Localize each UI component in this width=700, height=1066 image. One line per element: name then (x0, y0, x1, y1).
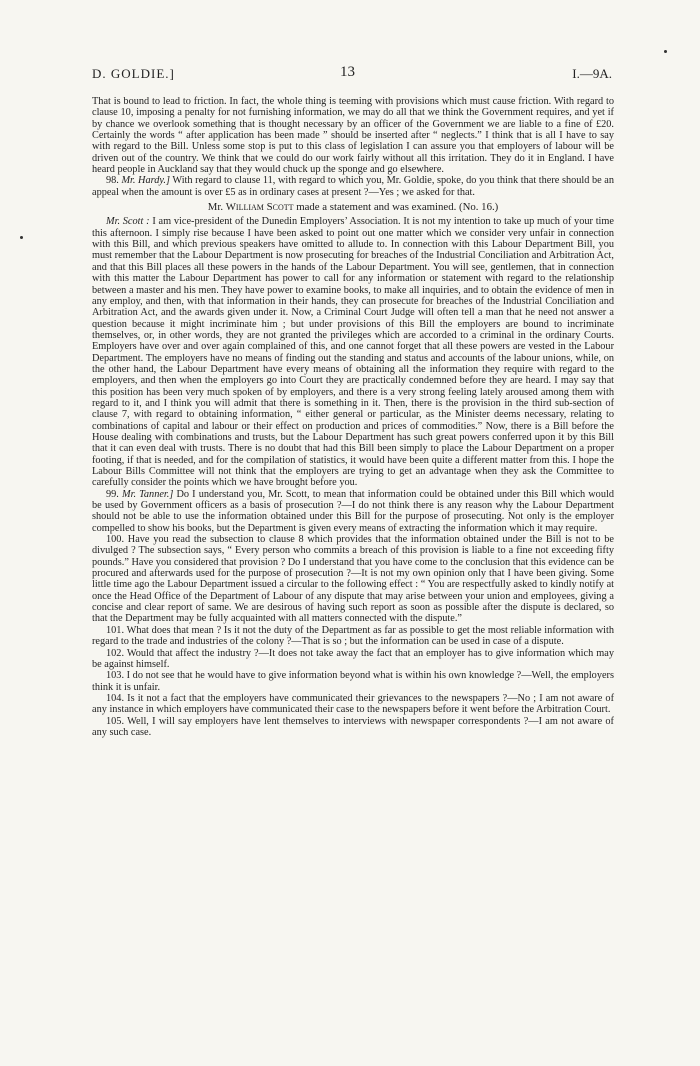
header-witness: D. GOLDIE.] (92, 66, 175, 81)
question-number: 99. (106, 488, 119, 500)
question-number: 98. (106, 175, 119, 187)
question-text: Do I understand you, Mr. Scott, to mean that information could be obtained under this Bill which would be used by Government officers as a basis of prosecution ?—I do not think there is any reason why the Labour Department should not be able to use the information obtained under this Bill for the purpose of prosecuting. Not only is the employer compelled to show his books, but the Department is given every means of extracting the information which it may require. (92, 488, 614, 534)
statement-scott (92, 216, 614, 488)
question-text: Well, I will say employers have lent themselves to interviews with newspaper correspondents ?—I am not aware of any such case. (92, 715, 614, 738)
question-text: Have you read the subsection to clause 8 which provides that the information obtained under the Bill is not to be divulged ? The subsection says, “ Every person who commits a breach of this provision is liable to a fine not exceeding fifty pounds.” Have you considered that provision ? Do I understand that you have come to the conclusion that this evidence can be procured and afterwards used for the purpose of prosecution ?—It is not my own opinion only that I have been giving. Some little time ago the Labour Department issued a circular to the following effect : “ You are respectfully asked to kindly notify at once the Head Office of the Department of Labour of any dispute that may arise between your union and employees, giving a concise and clear report of same. We are desirous of having such report as soon as possible after the dispute is declared, so that the Department may be fully acquainted with all matters connected with the dispute.” (92, 534, 614, 625)
question-103 (92, 670, 614, 693)
question-100 (92, 534, 614, 625)
question-number: 104. (106, 692, 125, 704)
question-104 (92, 693, 614, 716)
speaker: Mr. Tanner.] (122, 488, 174, 500)
paper-reference: I.—9A. (572, 66, 612, 81)
question-text: Is it not a fact that the employers have communicated their grievances to the newspapers ?—No ; I am not aware of any instance in which employers have communicated their case to the newspapers before it went before the Arbitration Court. (92, 692, 614, 716)
paragraph-0 (92, 96, 614, 175)
question-number: 101. (106, 624, 125, 636)
heading-suffix: made a statement and was examined. (No. 16.) (293, 201, 499, 214)
witness-heading (92, 202, 614, 213)
document-body (92, 96, 614, 738)
question-number: 102. (106, 647, 125, 659)
question-number: 103. (106, 670, 125, 682)
question-99 (92, 489, 614, 534)
question-text: What does that mean ? Is it not the duty of the Department as far as possible to get the most reliable information with regard to the trade and industries of the colony ?—That is so ; but the information can be used in case of a dispute. (92, 624, 614, 648)
speaker: Mr. Hardy.] (121, 175, 170, 187)
heading-prefix: Mr. (207, 201, 226, 214)
question-number: 100. (106, 534, 125, 546)
statement-text: I am vice-president of the Dunedin Employers’ Association. It is not my intention to take up much of your time this afternoon. I simply rise because I have been asked to point out one matter which we consider very unfair in connection with this Bill, and which previous speakers have omitted to allude to. In connection with this Labour Department Bill, you must remember that the Labour Department is now prosecuting for breaches of the Industrial Conciliation and Arbitration Act, and that this Bill places all these powers in the hands of the Labour Department. You will see, gentlemen, that in connection with this matter the Labour Department has power to call for any information or statement with regard to the relationship between a master and his men. They have power to examine books, to make all inquiries, and to obtain the evidence of men in any employ, and then, with that information in their hands, they can prosecute for breaches of the Industrial Conciliation and Arbitration Act, and the awards given under it. Now, a Criminal Court Judge will often tell a man that he need not answer a question because it might incriminate him ; but under provisions of this Bill the employers are bound to incriminate themselves, or, in other words, they are not granted the privileges which are accorded to a criminal in the ordinary Courts. Employers have over and over again complained of this, and one cannot forget that all these powers are vested in the Labour Department. The employers have no means of finding out the standing and status and accounts of the labour unions, while, on the other hand, the Labour Department have every means of obtaining all the information they require with regard to the employers, and then when the employers go into Court they are practically condemned before they are heard. I may say that this position has been very much spoken of by employers, and there is a very strong feeling lately aroused among them with regard to it, and I think you will admit that there is something in it. Then, there is the provision in the third sub-section of clause 7, with regard to obtaining information, “ either general or particular, as the Minister deems necessary, relating to combinations of capital and labour or their effect on production and prices of commodities.” Now, there is a Bill before the House dealing with combinations and trusts, but the Labour Department has such great powers conferred upon it by this Bill that it can even deal with trusts. There is no doubt that had this Bill been simply to place the Labour Department on a proper footing, if that is needed, and for the compilation of statistics, it would have been quite a different matter from this. I hope the Labour Bills Committee will not think that the employers are trying to get an advantage when they ask the Committee to carefully consider the points which we have brought before you. (92, 216, 614, 489)
question-98 (92, 175, 614, 198)
margin-mark (664, 50, 667, 53)
speaker: Mr. Scott : (106, 216, 150, 228)
page-number: 13 (340, 64, 355, 80)
question-text: With regard to clause 11, with regard to which you, Mr. Goldie, spoke, do you think that there should be an appeal when the amount is over £5 as in ordinary cases at present ?—Yes ; we asked for that. (92, 175, 614, 198)
question-102 (92, 648, 614, 671)
paragraph-text: That is bound to lead to friction. In fact, the whole thing is teeming with provisions which must cause friction. With regard to clause 10, imposing a penalty for not furnishing information, we may do all that we think the Government requires, and yet if by chance we overlook something that is thought necessary by an officer of the Government we are liable to a fine of £20. Certainly the words “ after application has been made ” should be inserted after “ neglects.” I think that is all I have to say with regard to the Bill. Unless some stop is put to this class of legislation I can assure you that employers of labour will be driven out of the country. We think that we could do our work fairly without all this irritation. They do it in England. I have heard people in Auckland say that they would chuck up the sponge and go elsewhere. (92, 96, 614, 176)
witness-name: William Scott (225, 201, 294, 214)
page-header (92, 64, 612, 86)
margin-mark (20, 236, 23, 239)
question-number: 105. (106, 715, 125, 727)
question-105 (92, 716, 614, 739)
question-text: Would that affect the industry ?—It does not take away the fact that an employer has to give information which may be against himself. (92, 647, 614, 670)
question-101 (92, 625, 614, 648)
question-text: I do not see that he would have to give information beyond what is within his own knowledge ?—Well, the employers think it is unfair. (92, 670, 614, 693)
